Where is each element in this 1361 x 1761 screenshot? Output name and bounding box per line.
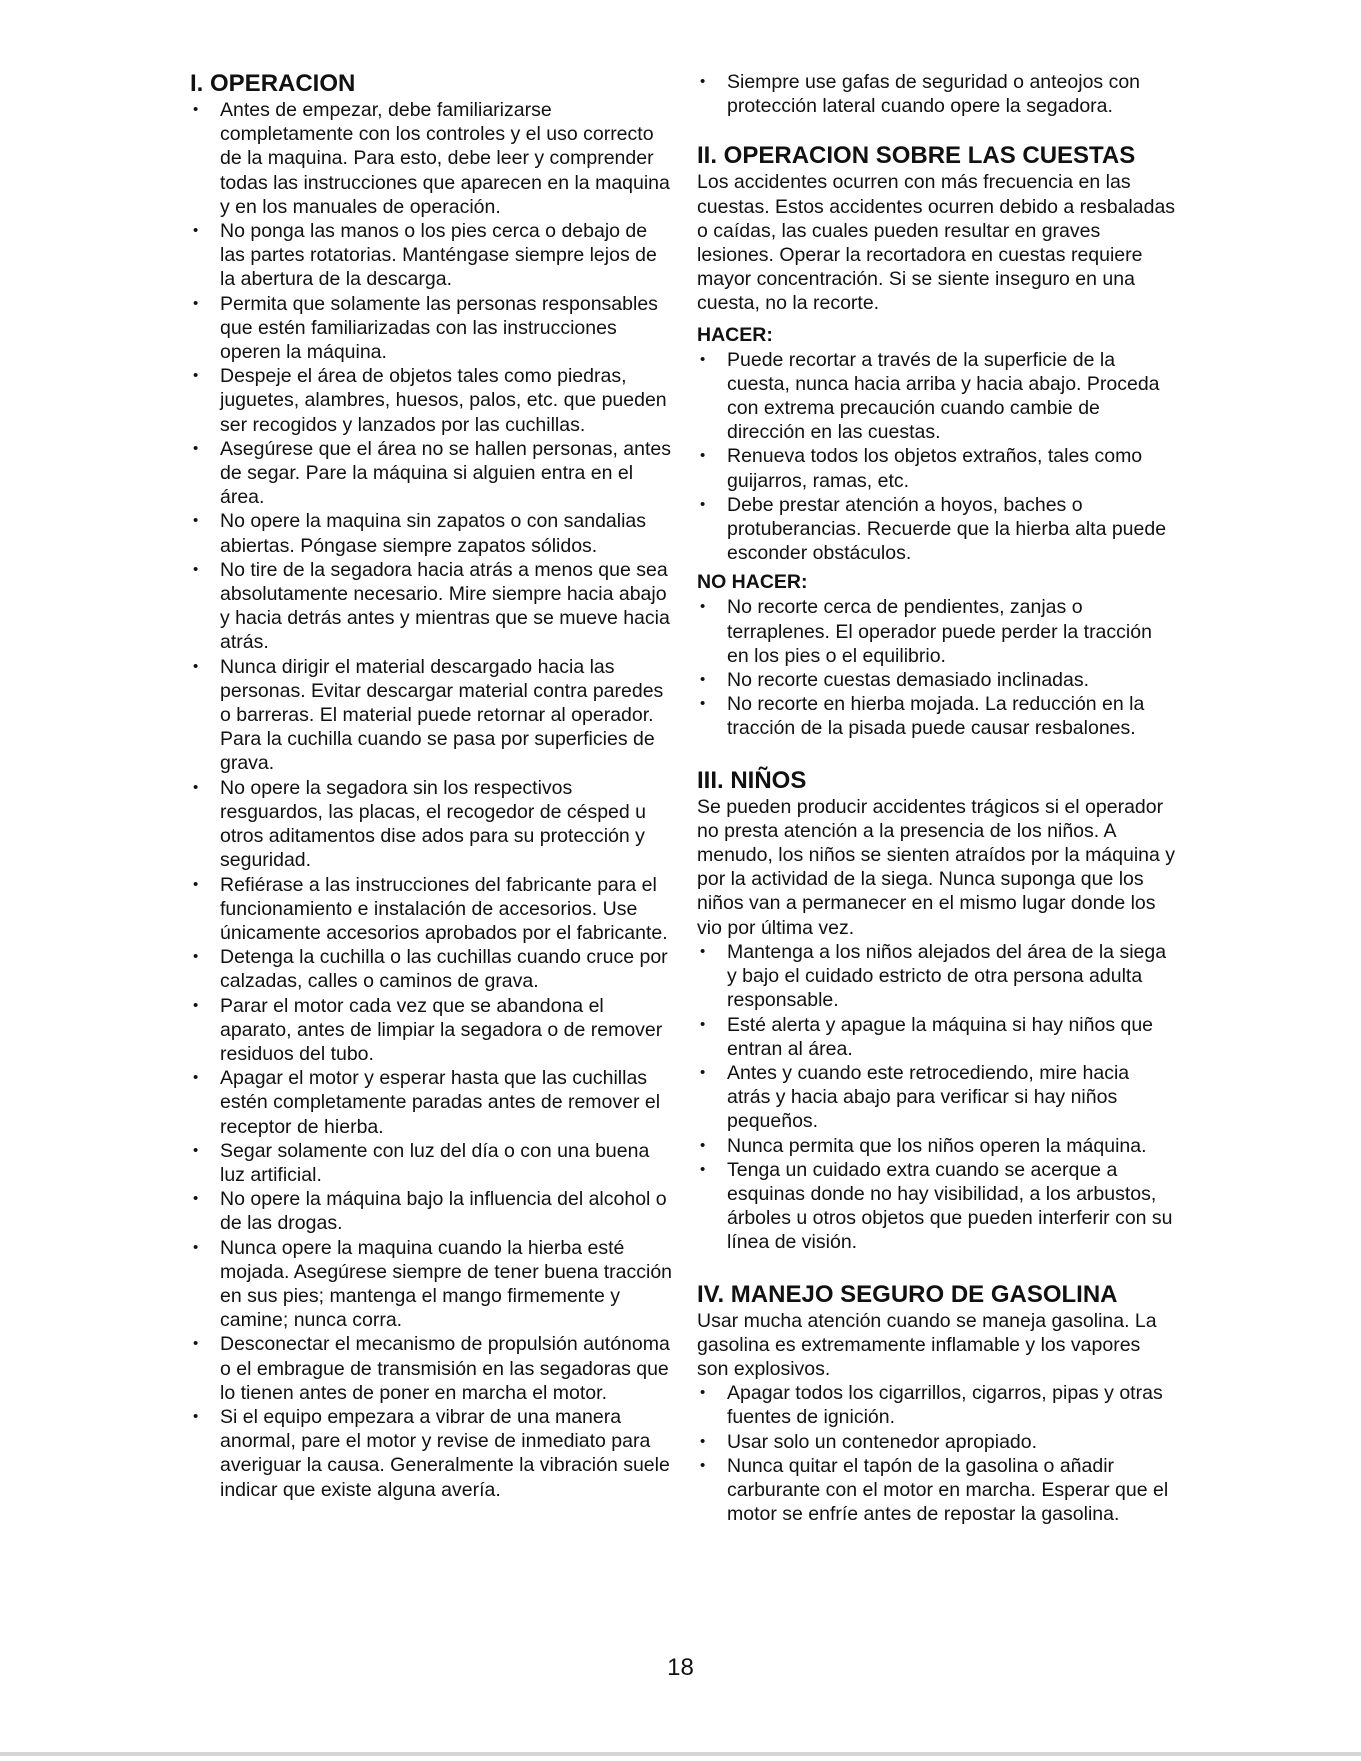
list-item: • Usar solo un contenedor apropiado. — [697, 1430, 1177, 1454]
list-item: • No tire de la segadora hacia atrás a menos que sea absolutamente necesario. Mire siempre hacia abajo y hacia detrás antes y mientras que se mueve hacia atrás. — [190, 558, 675, 655]
do-list — [697, 348, 1177, 566]
list-item: • Refiérase a las instrucciones del fabricante para el funcionamiento e instalación de accesorios. Use únicamente accesorios aprobados por el fabricante. — [190, 873, 675, 946]
dont-heading: NO HACER: — [697, 571, 808, 594]
list-item: • Tenga un cuidado extra cuando se acerque a esquinas donde no hay visibilidad, a los arbustos, árboles u otros objetos que pueden interferir con su línea de visión. — [697, 1158, 1177, 1255]
left-column — [190, 70, 675, 1502]
list-item: • Si el equipo empezara a vibrar de una manera anormal, pare el motor y revise de inmediato para averiguar la causa. Generalmente la vibración suele indicar que existe alguna avería. — [190, 1405, 675, 1502]
section-3-intro: Se pueden producir accidentes trágicos si el operador no presta atención a la presencia de los niños. A menudo, los niños se sienten atraídos por la máquina y por la actividad de la siega. Nunca suponga que los niños van a permanecer en el mismo lugar donde los vio por última vez. — [697, 795, 1176, 939]
section-2-heading: II. OPERACION SOBRE LAS CUESTAS — [697, 142, 1136, 170]
section-3-list — [697, 940, 1177, 1255]
list-item: • Antes de empezar, debe familiarizarse completamente con los controles y el uso correcto de la maquina. Para esto, debe leer y comprender todas las instrucciones que aparecen en la maquina y en los manuales de operación. — [190, 98, 675, 219]
list-item: • Nunca opere la maquina cuando la hierba esté mojada. Asegúrese siempre de tener buena tracción en sus pies; mantenga el mango firmemente y camine; nunca corra. — [190, 1236, 675, 1333]
section-1-list — [190, 98, 675, 1502]
section-2-intro: Los accidentes ocurren con más frecuencia en las cuestas. Estos accidentes ocurren debido a resbaladas o caídas, las cuales pueden resultar en graves lesiones. Operar la recortadora en cuestas requiere mayor concentración. Si se siente inseguro en una cuesta, no la recorte. — [697, 171, 1176, 315]
list-item: • Esté alerta y apague la máquina si hay niños que entran al área. — [697, 1013, 1177, 1061]
section-4-list — [697, 1381, 1177, 1526]
section-4-heading: IV. MANEJO SEGURO DE GASOLINA — [697, 1280, 1118, 1308]
right-column — [697, 70, 1177, 1526]
list-item: • Puede recortar a través de la superficie de la cuesta, nunca hacia arriba y hacia abajo. Proceda con extrema precaución cuando cambie de dirección en las cuestas. — [697, 348, 1177, 445]
list-item: • No opere la máquina bajo la influencia del alcohol o de las drogas. — [190, 1187, 675, 1235]
list-item: • Apagar el motor y esperar hasta que las cuchillas estén completamente paradas antes de remover el receptor de hierba. — [190, 1066, 675, 1139]
scan-edge-divider — [0, 1752, 1361, 1756]
list-item: • Nunca permita que los niños operen la máquina. — [697, 1134, 1177, 1158]
list-item: • Desconectar el mecanismo de propulsión autónoma o el embrague de transmisión en las segadoras que lo tienen antes de poner en marcha el motor. — [190, 1332, 675, 1405]
section-1-heading: I. OPERACION — [190, 70, 356, 97]
list-item: • No recorte cerca de pendientes, zanjas o terraplenes. El operador puede perder la tracción en los pies o el equilibrio. — [697, 595, 1177, 668]
page-number: 18 — [667, 1654, 694, 1681]
list-item: • Asegúrese que el área no se hallen personas, antes de segar. Pare la máquina si alguien entra en el área. — [190, 437, 675, 510]
list-item: • Parar el motor cada vez que se abandona el aparato, antes de limpiar la segadora o de remover residuos del tubo. — [190, 994, 675, 1067]
list-item: • Detenga la cuchilla o las cuchillas cuando cruce por calzadas, calles o caminos de grava. — [190, 945, 675, 993]
section-3-heading: III. NIÑOS — [697, 766, 807, 794]
list-item: • Apagar todos los cigarrillos, cigarros, pipas y otras fuentes de ignición. — [697, 1381, 1177, 1429]
list-item: • Nunca dirigir el material descargado hacia las personas. Evitar descargar material contra paredes o barreras. El material puede retornar al operador. Para la cuchilla cuando se pasa por superficies de grava. — [190, 655, 675, 776]
section-4-intro: Usar mucha atención cuando se maneja gasolina. La gasolina es extremamente inflamable y los vapores son explosivos. — [697, 1309, 1157, 1380]
list-item: • Siempre use gafas de seguridad o anteojos con protección lateral cuando opere la segadora. — [697, 70, 1177, 118]
list-item: • Mantenga a los niños alejados del área de la siega y bajo el cuidado estricto de otra persona adulta responsable. — [697, 940, 1177, 1013]
list-item: • Debe prestar atención a hoyos, baches o protuberancias. Recuerde que la hierba alta puede esconder obstáculos. — [697, 493, 1177, 566]
do-heading: HACER: — [697, 323, 773, 346]
list-item: • No recorte cuestas demasiado inclinadas. — [697, 668, 1177, 692]
list-item: • Despeje el área de objetos tales como piedras, juguetes, alambres, huesos, palos, etc. que pueden ser recogidos y lanzados por las cuchillas. — [190, 364, 675, 437]
section-1-continued-list — [697, 70, 1177, 118]
list-item: • Antes y cuando este retrocediendo, mire hacia atrás y hacia abajo para verificar si hay niños pequeños. — [697, 1061, 1177, 1134]
list-item: • Nunca quitar el tapón de la gasolina o añadir carburante con el motor en marcha. Esperar que el motor se enfríe antes de repostar la gasolina. — [697, 1454, 1177, 1527]
list-item: • No opere la maquina sin zapatos o con sandalias abiertas. Póngase siempre zapatos sólidos. — [190, 509, 675, 557]
list-item: • Renueva todos los objetos extraños, tales como guijarros, ramas, etc. — [697, 444, 1177, 492]
list-item: • No opere la segadora sin los respectivos resguardos, las placas, el recogedor de césped u otros aditamentos dise ados para su protección y seguridad. — [190, 776, 675, 873]
dont-list — [697, 595, 1177, 740]
list-item: • No recorte en hierba mojada. La reducción en la tracción de la pisada puede causar resbalones. — [697, 692, 1177, 740]
list-item: • Permita que solamente las personas responsables que estén familiarizadas con las instrucciones operen la máquina. — [190, 292, 675, 365]
list-item: • No ponga las manos o los pies cerca o debajo de las partes rotatorias. Manténgase siempre lejos de la abertura de la descarga. — [190, 219, 675, 292]
list-item: • Segar solamente con luz del día o con una buena luz artificial. — [190, 1139, 675, 1187]
